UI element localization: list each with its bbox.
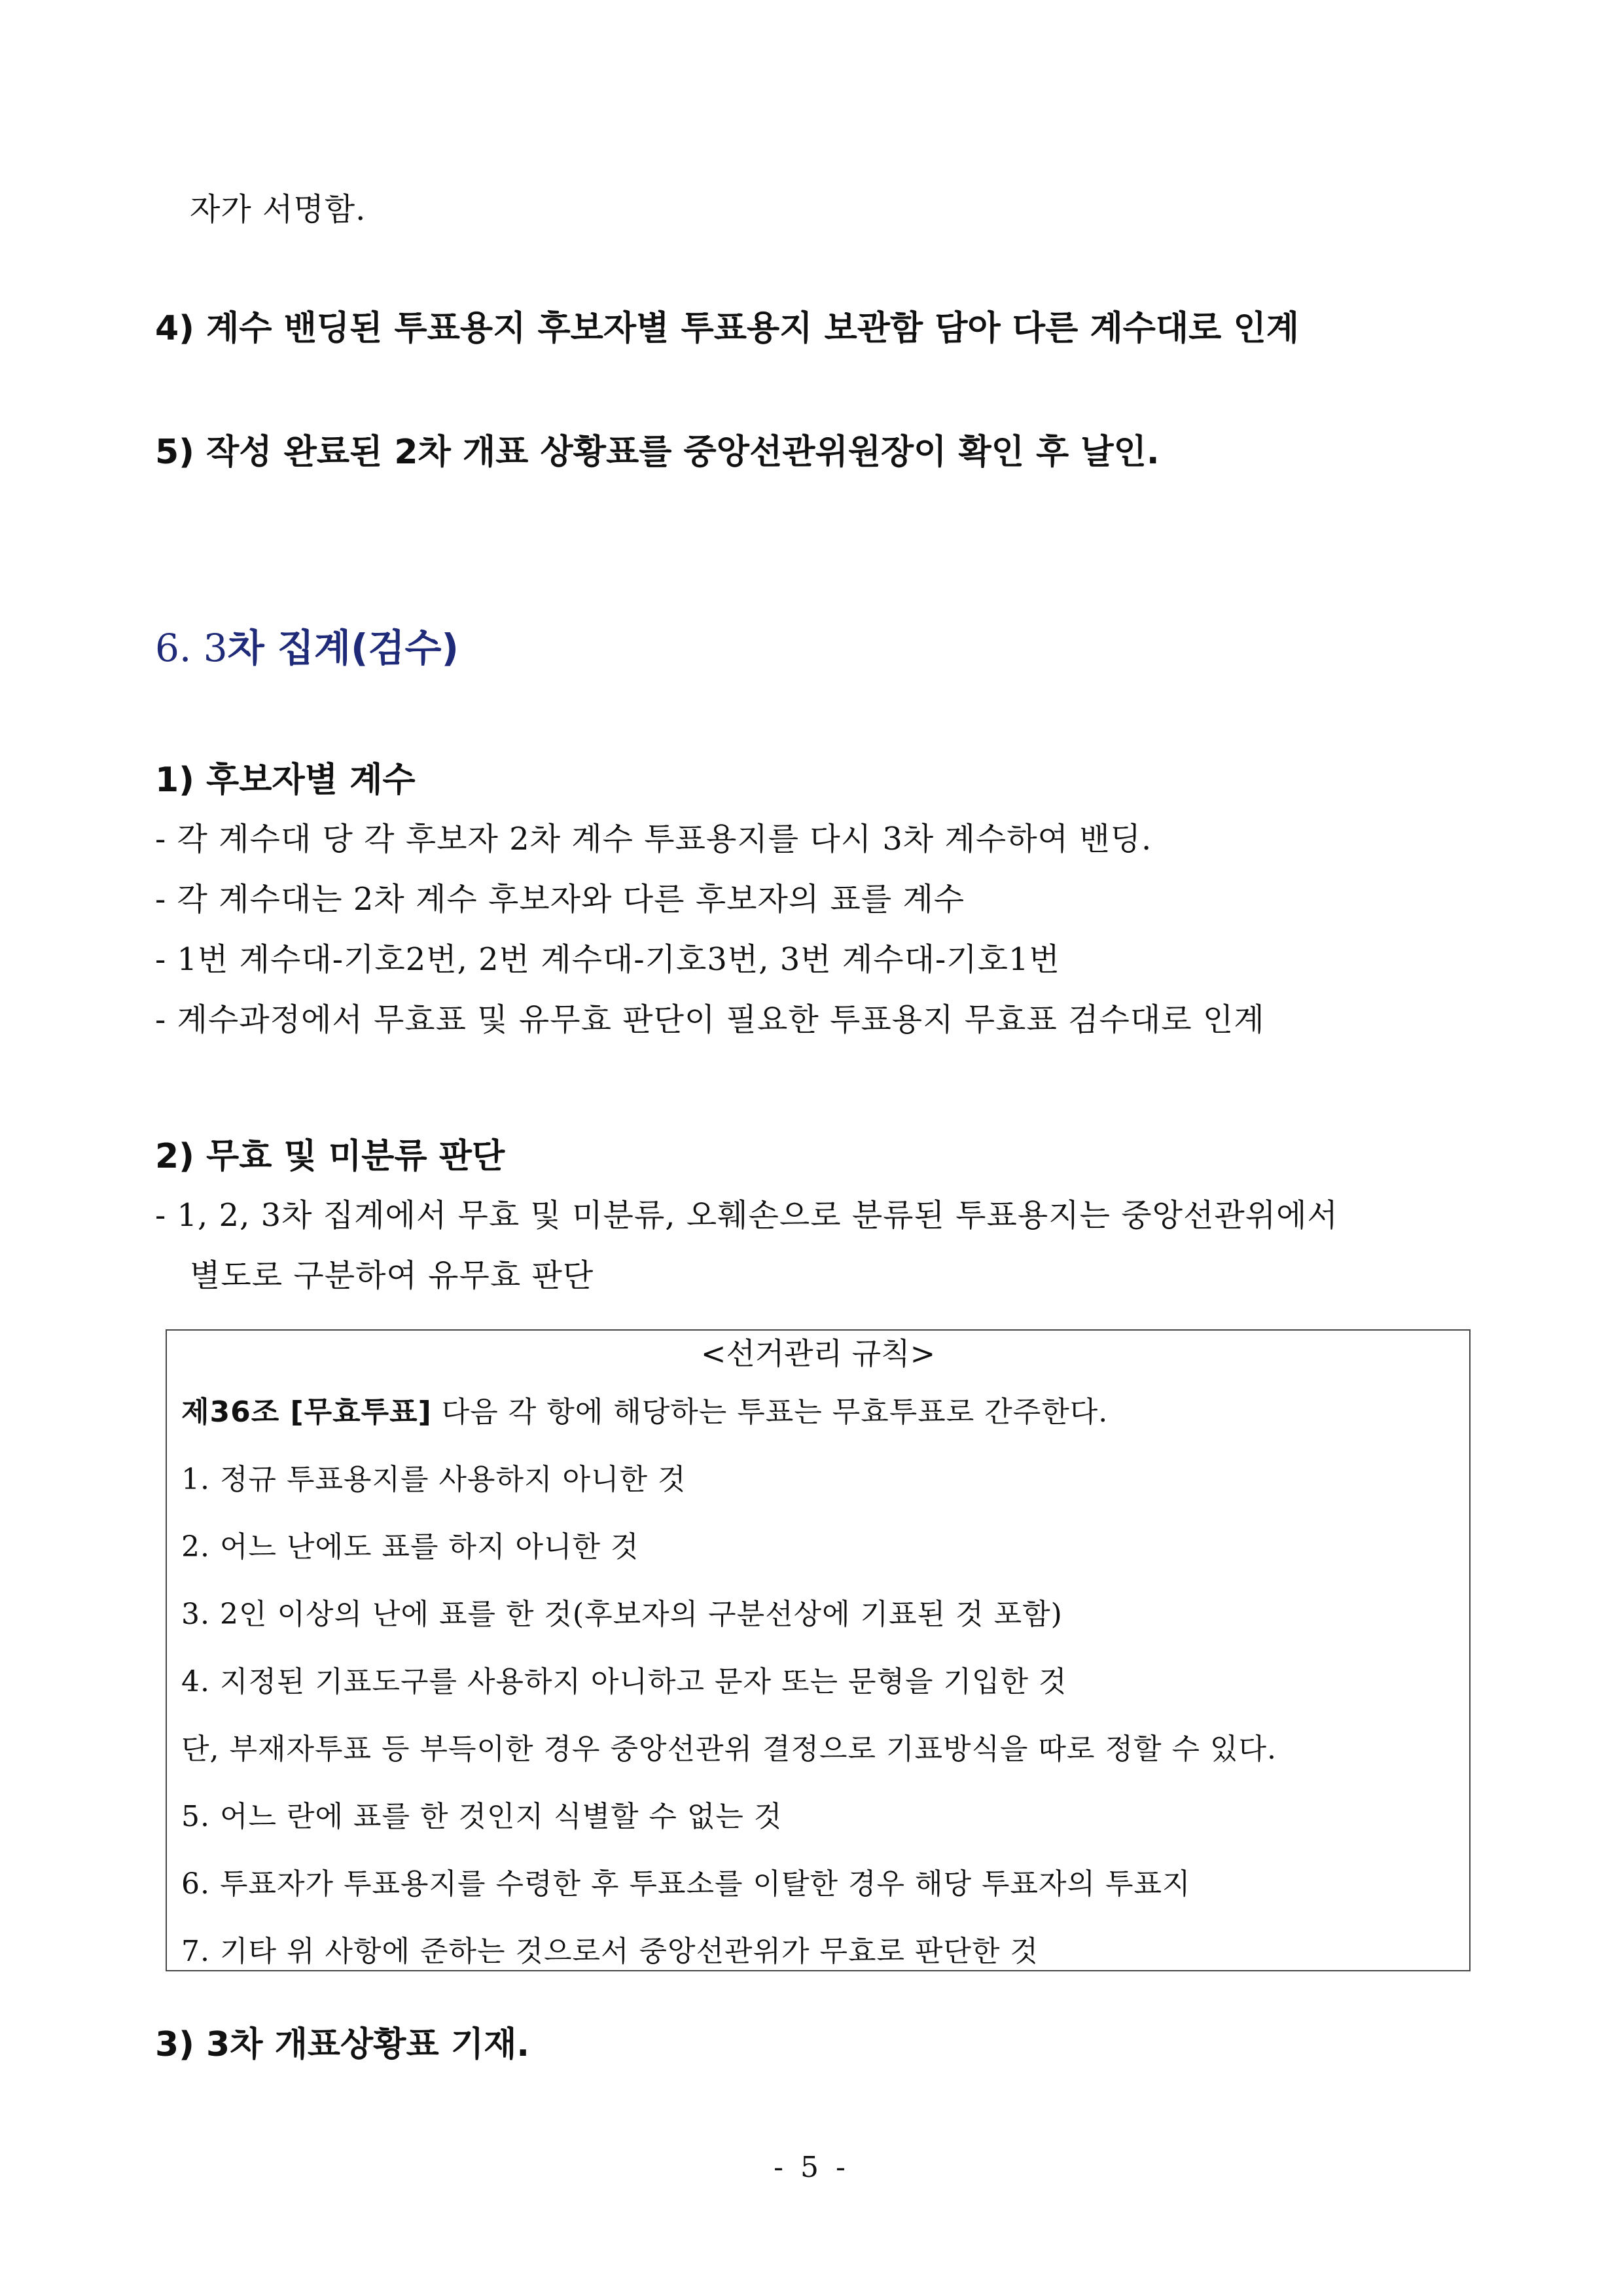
continued-text: 자가 서명함. bbox=[190, 191, 366, 228]
rules-item: 7. 기타 위 사항에 준하는 것으로서 중앙선관위가 무효로 판단한 것 bbox=[181, 1935, 1039, 1968]
sub1-bullet: - 각 계수대 당 각 후보자 2차 계수 투표용지를 다시 3차 계수하여 밴딩. bbox=[155, 821, 1152, 857]
rules-item: 2. 어느 난에도 표를 하지 아니한 것 bbox=[181, 1530, 639, 1564]
rules-item: 1. 정규 투표용지를 사용하지 아니한 것 bbox=[181, 1463, 687, 1496]
item-5-heading: 5) 작성 완료된 2차 개표 상황표를 중앙선관위원장이 확인 후 날인. bbox=[155, 433, 1160, 472]
election-rules-box bbox=[166, 1329, 1471, 1971]
item-4-heading: 4) 계수 밴딩된 투표용지 후보자별 투표용지 보관함 담아 다른 계수대로 인계 bbox=[155, 309, 1299, 348]
rules-item: 3. 2인 이상의 난에 표를 한 것(후보자의 구분선상에 기표된 것 포함) bbox=[181, 1598, 1063, 1631]
rules-article-line bbox=[181, 1394, 1108, 1431]
sub3-heading: 3) 3차 개표상황표 기재. bbox=[155, 2025, 530, 2064]
sub1-bullet: - 각 계수대는 2차 계수 후보자와 다른 후보자의 표를 계수 bbox=[155, 881, 965, 918]
page-number: - 5 - bbox=[774, 2151, 849, 2184]
rules-item: 4. 지정된 기표도구를 사용하지 아니하고 문자 또는 문형을 기입한 것 bbox=[181, 1665, 1067, 1698]
sub1-bullet: - 1번 계수대-기호2번, 2번 계수대-기호3번, 3번 계수대-기호1번 bbox=[155, 941, 1060, 978]
section-6-number: 6. 3 bbox=[155, 626, 228, 670]
rules-item: 6. 투표자가 투표용지를 수령한 후 투표소를 이탈한 경우 해당 투표자의 투표지 bbox=[181, 1867, 1191, 1901]
sub2-bullet-line2: 별도로 구분하여 유무효 판단 bbox=[190, 1257, 594, 1294]
sub1-heading: 1) 후보자별 계수 bbox=[155, 761, 416, 800]
section-6-title-bold: 차 집계(검수) bbox=[227, 626, 459, 670]
rules-box-title: <선거관리 규칙> bbox=[700, 1336, 936, 1371]
rules-item: 단, 부재자투표 등 부득이한 경우 중앙선관위 결정으로 기표방식을 따로 정할 수 있다. bbox=[181, 1732, 1277, 1766]
sub1-bullet: - 계수과정에서 무효표 및 유무효 판단이 필요한 투표용지 무효표 검수대로 인계 bbox=[155, 1001, 1265, 1038]
sub2-heading: 2) 무효 및 미분류 판단 bbox=[155, 1137, 505, 1176]
rules-article-label: 제36조 [무효투표] bbox=[181, 1395, 432, 1429]
rules-item: 5. 어느 란에 표를 한 것인지 식별할 수 없는 것 bbox=[181, 1800, 783, 1833]
section-6-title bbox=[155, 625, 459, 671]
rules-article-text: 다음 각 항에 해당하는 투표는 무효투표로 간주한다. bbox=[431, 1395, 1109, 1429]
sub2-bullet-line1: - 1, 2, 3차 집계에서 무효 및 미분류, 오훼손으로 분류된 투표용지는 중앙선관위에서 bbox=[155, 1197, 1338, 1234]
